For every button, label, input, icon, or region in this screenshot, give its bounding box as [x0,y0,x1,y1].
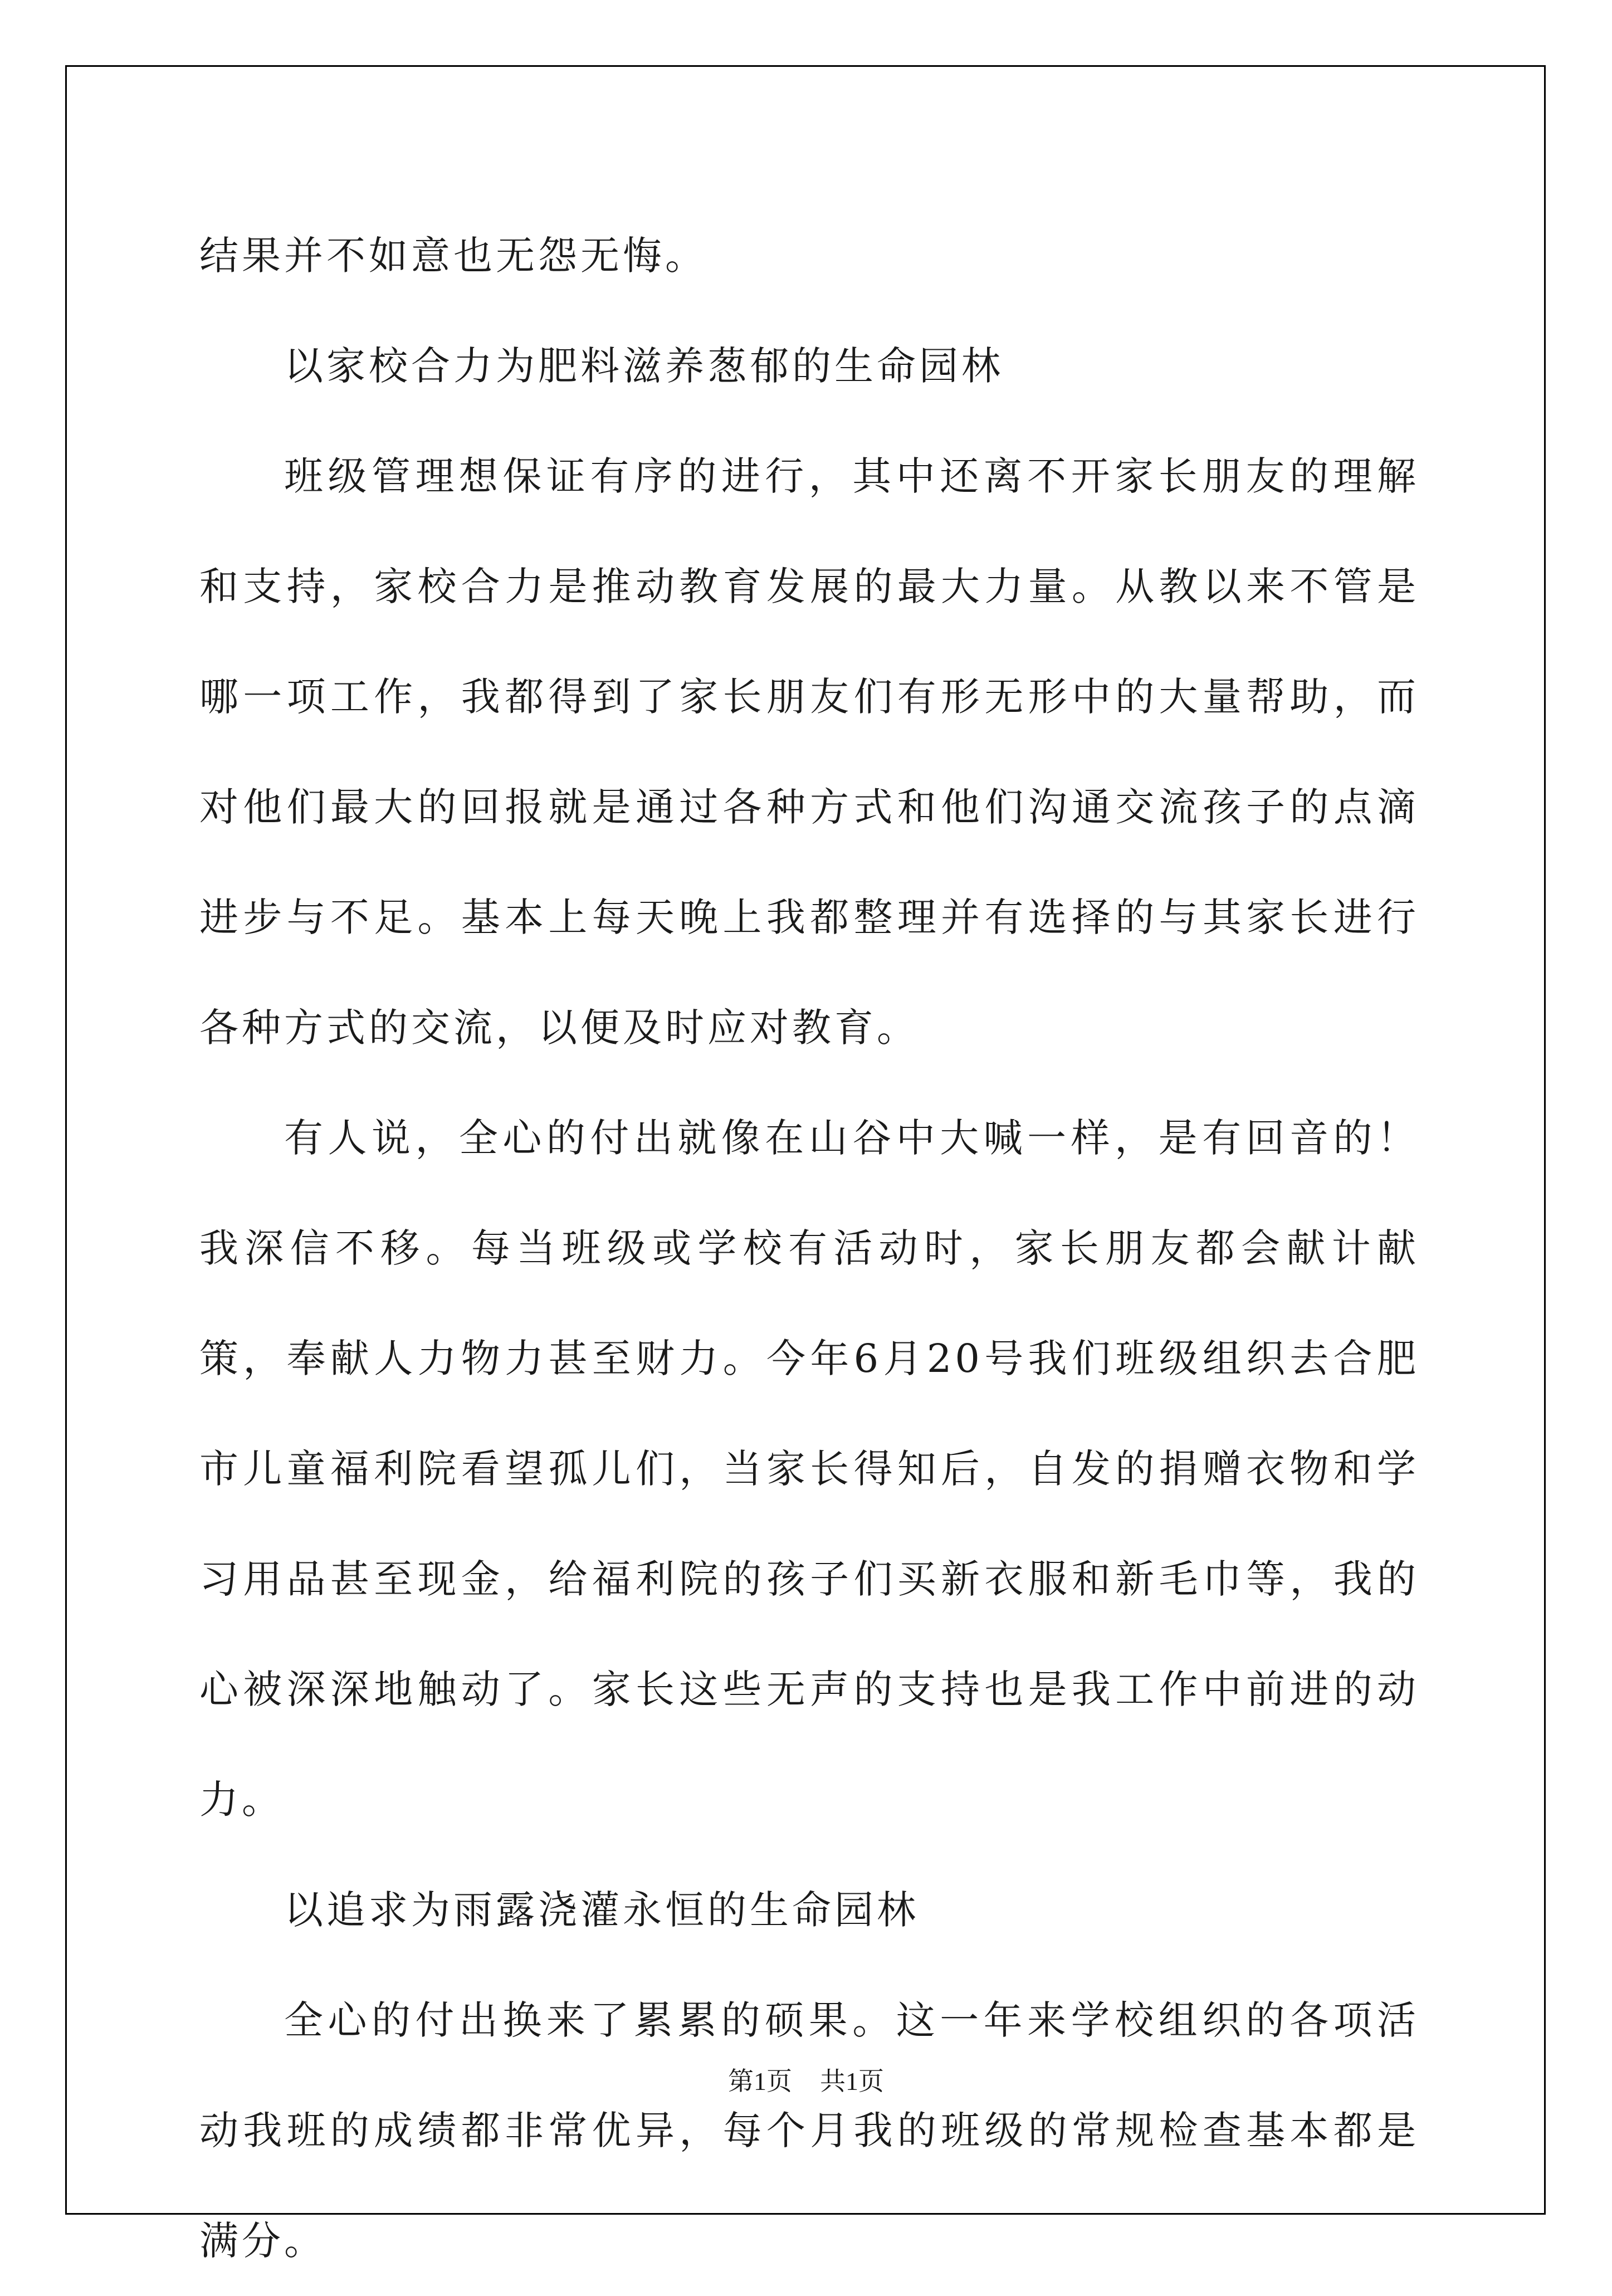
paragraph-continuation: 结果并不如意也无怨无悔。 [199,233,707,279]
paragraph-class-management: 班级管理想保证有序的进行，其中还离不开家长朋友的理解和支持，家校合力是推动教育发展的最大力量。从教以来不管是哪一项工作，我都得到了家长朋友们有形无形中的大量帮助，而对他们最大的回报就是通过各种方式和他们沟通交流孩子的点滴进步与不足。基本上每天晚上我都整理并有选择的与其家长进行各种方式的交流，以便及时应对教育。 [199,453,1419,1051]
paragraph-achievements: 全心的付出换来了累累的硕果。这一年来学校组织的各项活动我班的成绩都非常优异，每个月我的班级的常规检查基本都是满分。 [199,1997,1419,2264]
paragraph-parent-support: 有人说，全心的付出就像在山谷中大喊一样，是有回音的！我深信不移。每当班级或学校有活动时，家长朋友都会献计献策，奉献人力物力甚至财力。今年6月20号我们班级组织去合肥市儿童福利院看望孤儿们，当家长得知后，自发的捐赠衣物和学习用品甚至现金，给福利院的孩子们买新衣服和新毛巾等，我的心被深深地触动了。家长这些无声的支持也是我工作中前进的动力。 [199,1115,1419,1823]
section-heading-home-school: 以家校合力为肥料滋养葱郁的生命园林 [284,343,1004,389]
page-number-current: 第1页 [728,2067,792,2095]
page-number-total: 共1页 [820,2067,884,2095]
page-footer [0,2061,1612,2098]
document-body [199,201,1419,2296]
section-heading-pursuit: 以追求为雨露浇灌永恒的生命园林 [284,1887,919,1933]
